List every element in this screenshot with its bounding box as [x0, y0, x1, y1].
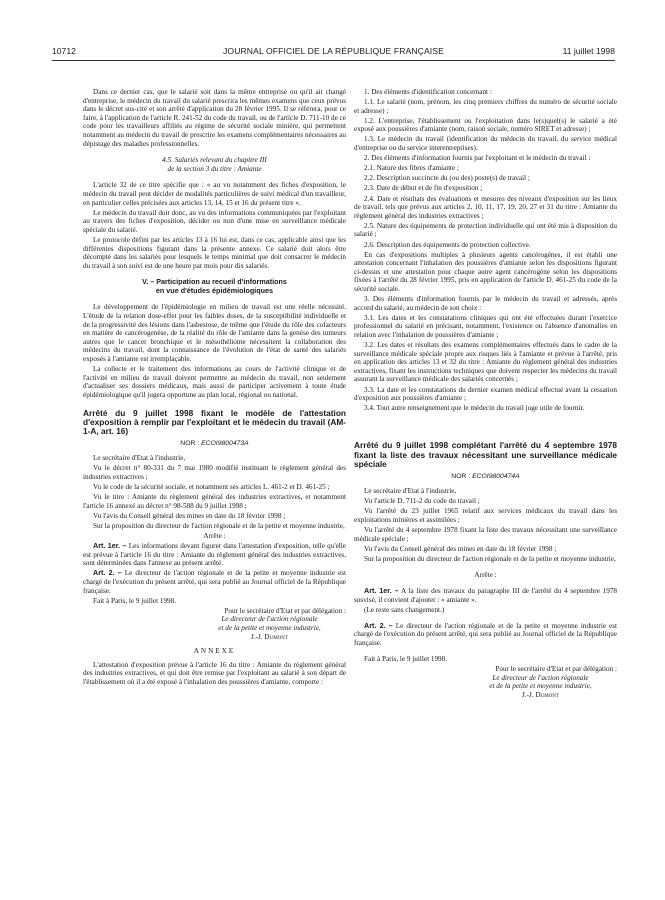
- visa: Vu le code de la sécurité sociale, et notamment ses articles L. 461-2 et D. 461-25 ;: [93, 483, 330, 492]
- article-2: Art. 2. – Le directeur de l'action régionale et de la petite et moyenne industrie est chargé de l'exécution du présent arrêté, qui sera publié au Journal officiel de la République française.: [354, 620, 617, 647]
- section-4-5-paragraph: Le protocole défini par les articles 13 à 16 lui est, dans ce cas, applicable ainsi que les différentes dispositions figurant dans la présente annexe. Ce salarié doit alors être décompté dans les salariés pour lesquels le temps minimal que doit consacrer le médecin du travail à son suivi est de une heure par mois pour dix salariés.: [83, 235, 346, 270]
- left-column: [83, 88, 346, 688]
- visa: Vu l'avis du Conseil général des mines en date du 18 février 1998 ;: [364, 544, 557, 553]
- list-item: 2.6. Description des équipements de protection collective.: [364, 240, 531, 249]
- section-4-5-paragraph: L'article 32 de ce titre spécifie que : « au vu notamment des fiches d'exposition, le médecin du travail peut décider de modalités particulières de suivi médical d'un travailleur, en particulier celles précisées aux articles 13, 14, 15 et 16 du présent titre ».: [83, 181, 346, 207]
- signature-line: Le directeur de l'action régionale: [221, 615, 318, 624]
- section-v-heading: V. – Participation au recueil d'informations en vue d'études épidémiologiques: [142, 277, 287, 295]
- section-v-paragraph: La collecte et le traitement des informations au cours de l'activité clinique et de l'activité en milieu de travail doivent permettre au médecin du travail, non seulement d'actualiser ses dossiers médicaux, mais aussi de participer activement à toute étude épidémiologique qu'il jugera opportune au plan local, régional ou national.: [83, 365, 346, 399]
- arrete-label: Arrête :: [474, 570, 497, 579]
- arrete-2-title: Arrêté du 9 juillet 1998 complétant l'arrêté du 4 septembre 1978 fixant la liste des travaux nécessitant une surveillance médicale spéciale: [354, 440, 617, 470]
- list-item: 2.1. Nature des fibres d'amiante ;: [364, 164, 459, 173]
- list-item: 2.3. Date de début et de fin d'exposition ;: [364, 184, 483, 193]
- visa: Le secrétaire d'Etat à l'industrie,: [93, 454, 186, 463]
- journal-title: JOURNAL OFFICIEL DE LA RÉPUBLIQUE FRANÇAISE: [223, 46, 444, 56]
- publication-date: 11 juillet 1998: [562, 46, 615, 56]
- list-item: 1. Des éléments d'identification concernant :: [364, 88, 492, 96]
- article-1: Art. 1er. – A la liste des travaux du paragraphe III de l'arrêté du 4 septembre 1978 susvisé, il convient d'ajouter : « amiante ».: [354, 585, 618, 604]
- list-item: 3.2. Les dates et résultats des examens complémentaires effectués dans le cadre de la surveillance médicale spéciale propre aux risques liés à l'amiante et prévue à l'arrêté, pris en application des articles 13 et 32 du titre : Amiante du règlement général des industries extractives, fixant les instructions techniques que doivent respecter les médecins du travail assurant la surveillance médicale des salariés concernés ;: [354, 341, 617, 384]
- arrete-1-nor: NOR : ECOI9800473A: [180, 439, 249, 447]
- visa: Sur la proposition du directeur de l'action régionale et de la petite et moyenne industrie,: [364, 554, 616, 563]
- visa: Vu l'article D. 711-2 du code du travail ;: [364, 497, 480, 506]
- section-4-5-heading: 4.5. Salariés relevant du chapitre III de la section 3 du titre : Amiante: [162, 156, 267, 173]
- arrete-1-title: Arrêté du 9 juillet 1998 fixant le modèle de l'attestation d'exposition à remplir par l'exploitant et le médecin du travail (AM-1-A, art. 16): [83, 407, 346, 437]
- section-v-paragraph: Le développement de l'épidémiologie en milieu de travail est une réelle nécessité. L'étude de la relation dose-effet pour les faibles doses, de la susceptibilité individuelle et de la progressivité des lésions dans l'asbestose, de même que l'étude du rôle des cofacteurs en matière de cancérogenèse, de la réalité du rôle de l'amiante dans la genèse des tumeurs autres que le cancer bronchique et le mésothéliome nécessitent la collaboration des médecins du travail, dont la connaissance de l'évolution de l'état de santé des salariés exposés à l'amiante est irremplaçable.: [83, 303, 346, 364]
- arrete-label: Arrête :: [203, 532, 226, 541]
- annexe-paragraph: L'attestation d'exposition prévue à l'article 16 du titre : Amiante du règlement général des industries extractives, et qui doit être remise par l'exploitant au salarié à son départ de l'établissement où il a été exposé à l'inhalation des poussières d'amiante, comporte :: [83, 660, 346, 686]
- article-1-note: (Le reste sans changement.): [364, 605, 445, 614]
- list-item: 3.4. Tout autre renseignement que le médecin du travail juge utile de fournir.: [364, 404, 585, 413]
- signatory-name: J.-J. Dumont: [251, 632, 288, 641]
- signature-line: et de la petite et moyenne industrie,: [218, 624, 321, 632]
- annexe-heading: ANNEXE: [193, 647, 236, 656]
- arrete-2-nor: NOR : ECOI9800474A: [451, 472, 520, 480]
- list-item: 2. Des éléments d'information fournis par l'exploitant et le médecin du travail :: [364, 154, 591, 163]
- signatory-name: J.-J. Dumont: [522, 690, 559, 699]
- list-item: 1.1. Le salarié (nom, prénom, les cinq premiers chiffres du numéro de sécurité sociale et adresse) ;: [354, 98, 617, 115]
- visa: Vu l'arrêté du 4 septembre 1978 fixant la liste des travaux nécessitant une surveillance médicale spéciale ;: [354, 525, 617, 543]
- list-item: 2.4. Date et résultats des évaluations et mesures des niveaux d'exposition sur les lieux de travail, tels que prévus aux articles 2, 10, 11, 17, 19, 20, 27 et 31 du titre : Amiante du règlement général des industries extractives ;: [354, 194, 617, 220]
- visa: Vu l'arrêté du 23 juillet 1965 relatif aux services médicaux du travail dans les exploitations minières et assimilées ;: [354, 507, 617, 524]
- visa: Vu le décret n° 80-331 du 7 mai 1980 modifié instituant le règlement général des industries extractives ;: [83, 464, 346, 481]
- intro-paragraph: Dans ce dernier cas, que le salarié soit dans la même entreprise ou qu'il ait changé d'entreprise, le médecin du travail du salarié prescrira les mêmes examens que ceux prévus dans le décret sus-cité et son arrêté d'application du 28 février 1995. Il se référera, pour ce faire, à l'application de l'article R. 241-52 du code du travail, ou de l'article D. 711-10 de ce code pour les travailleurs affiliés au régime de sécurité sociale minière, qui permettent notamment au médecin du travail de prescrire les examens complémentaires nécessaires au dépistage des maladies professionnelles.: [83, 88, 346, 148]
- list-item: 2.5. Nature des équipements de protection individuelle qui ont été mis à disposition du salarié ;: [354, 221, 617, 239]
- header-rule: [52, 60, 615, 61]
- article-2: Art. 2. – Le directeur de l'action régionale et de la petite et moyenne industrie est chargé de l'exécution du présent arrêté, qui sera publié au Journal officiel de la République française.: [83, 568, 346, 595]
- signature-line: Pour le secrétaire d'Etat et par délégation :: [495, 665, 617, 674]
- list-item: 3.3. La date et les constatations du dernier examen médical effectué avant la cessation d'exposition aux poussières d'amiante ;: [354, 385, 617, 403]
- page-number: 10712: [52, 46, 76, 56]
- list-item: 3.1. Les dates et les constatations cliniques qui ont été effectuées durant l'exercice professionnel du salarié en précisant, notamment, l'existence ou l'absence d'anomalies en relation avec l'inhalation de poussières d'amiante ;: [354, 313, 617, 339]
- section-4-5-paragraph: Le médecin du travail doit donc, au vu des informations communiquées par l'exploitant au travers des fiches d'exposition, décider ou non d'une mise en surveillance médicale spéciale du salarié.: [83, 208, 346, 234]
- signature-line: Le directeur de l'action régionale: [492, 673, 589, 682]
- list-item: 3. Des éléments d'information fournis par le médecin du travail et adressés, après accord du salarié, au médecin de son choix :: [354, 295, 617, 312]
- visa: Sur la proposition du directeur de l'action régionale et de la petite et moyenne industrie,: [93, 521, 345, 530]
- list-item: 1.3. Le médecin du travail (identification du médecin du travail, du service médical d'entreprise ou du service interentreprises).: [354, 135, 617, 153]
- fait-a-paris: Fait à Paris, le 9 juillet 1998.: [364, 655, 448, 663]
- list-item: 1.2. L'entreprise, l'établissement ou l'exploitation dans le(s)quel(s) le salarié a été exposé aux poussières d'amiante (nom, raison sociale, numéro SIRET et adresse) ;: [354, 116, 617, 134]
- list-item: 2.2. Description succincte du (ou des) poste(s) de travail ;: [364, 174, 530, 183]
- visa: Vu le titre : Amiante du règlement général des industries extractives, et notamment l'article 16 annexé au décret n° 98-588 du 9 juillet 1998 ;: [83, 493, 346, 510]
- article-1: Art. 1er. – Les informations devant figurer dans l'attestation d'exposition, telle qu'elle est prévue à l'article 16 du titre : Amiante du règlement général des industries extractives, sont déterminées dans l'annexe au présent arrêté.: [83, 541, 346, 568]
- page-header: [52, 46, 615, 60]
- fait-a-paris: Fait à Paris, le 9 juillet 1998.: [93, 596, 177, 605]
- signature-line: et de la petite et moyenne industrie,: [489, 682, 592, 691]
- visa: Le secrétaire d'Etat à l'industrie,: [364, 487, 457, 496]
- right-column: [354, 88, 617, 699]
- visa: Vu l'avis du Conseil général des mines en date du 18 février 1998 ;: [93, 511, 286, 520]
- paragraph: En cas d'expositions multiples à plusieurs agents cancérogènes, il est établi une attestation concernant l'inhalation des poussières d'amiante selon les dispositions figurant ci-dessus et une attestation pour chaque autre agent cancérogène selon les dispositions fixées à l'arrêté du 28 février 1995, pris en application de l'article D. 461-25 du code de la sécurité sociale.: [354, 250, 617, 293]
- signature-line: Pour le secrétaire d'Etat et par délégation :: [224, 606, 346, 615]
